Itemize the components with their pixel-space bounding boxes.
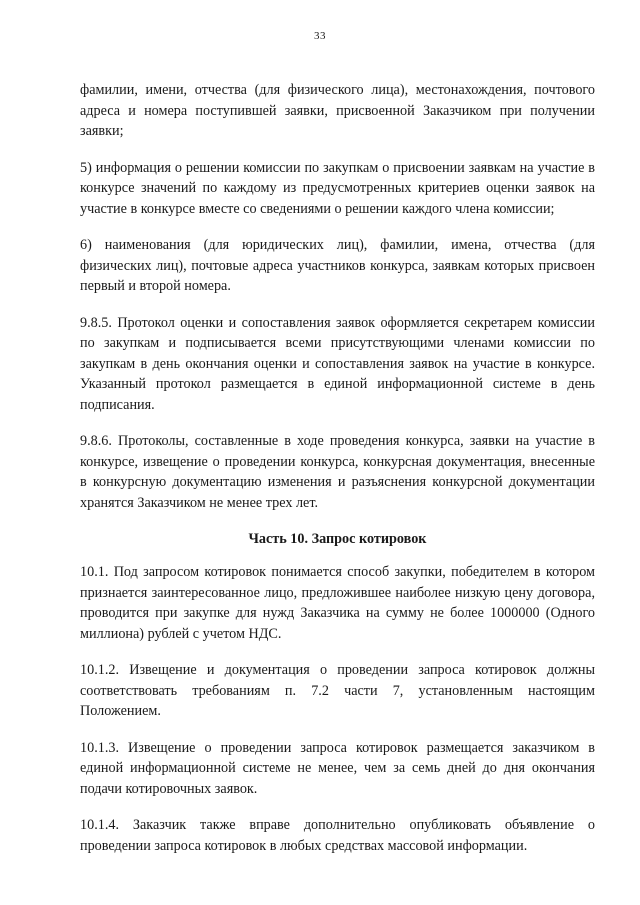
- paragraph-9-8-5: 9.8.5. Протокол оценки и сопоставления заявок оформляется секретарем комиссии по закупкам и подписывается всеми присутствующими членами комиссии по закупкам в день окончания оценки и сопоставления заявок на участие в конкурсе. Указанный протокол размещается в единой информационной системе в день подписания.: [80, 314, 595, 413]
- paragraph-item-6: 6) наименования (для юридических лиц), фамилии, имена, отчества (для физических лиц), почтовые адреса участников конкурса, заявкам которых присвоен первый и второй номера.: [80, 237, 595, 294]
- paragraph-notification-details: фамилии, имени, отчества (для физического лица), местонахождения, почтового адреса и номера поступившей заявки, присвоенной Заказчиком при получении заявки;: [80, 82, 595, 139]
- paragraph-10-1-2: 10.1.2. Извещение и документация о проведении запроса котировок должны соответствовать требованиям п. 7.2 части 7, установленным настоящим Положением.: [80, 662, 595, 719]
- document-body: [80, 80, 595, 872]
- paragraph-10-1-4: 10.1.4. Заказчик также вправе дополнительно опубликовать объявление о проведении запроса котировок в любых средствах массовой информации.: [80, 817, 595, 854]
- paragraph-9-8-6: 9.8.6. Протоколы, составленные в ходе проведения конкурса, заявки на участие в конкурсе, извещение о проведении конкурса, конкурсная документация, внесенные в конкурсную документацию изменения и разъяснения конкурсной документации хранятся Заказчиком не менее трех лет.: [80, 433, 595, 511]
- paragraph-item-5: 5) информация о решении комиссии по закупкам о присвоении заявкам на участие в конкурсе значений по каждому из предусмотренных критериев оценки заявок на участие в конкурсе вместе со сведениями о решении каждого члена комиссии;: [80, 159, 595, 217]
- page-number: 33: [314, 30, 326, 42]
- section-heading: Часть 10. Запрос котировок: [248, 531, 427, 547]
- paragraph-10-1-3: 10.1.3. Извещение о проведении запроса котировок размещается заказчиком в единой информационной системе не менее, чем за семь дней до дня окончания подачи котировочных заявок.: [80, 739, 595, 797]
- paragraph-10-1: 10.1. Под запросом котировок понимается способ закупки, победителем в котором признается заинтересованное лицо, предложившее наиболее низкую цену договора, проводится при закупке для нужд Заказчика на сумму не более 1000000 (Одного миллиона) рублей с учетом НДС.: [80, 564, 595, 642]
